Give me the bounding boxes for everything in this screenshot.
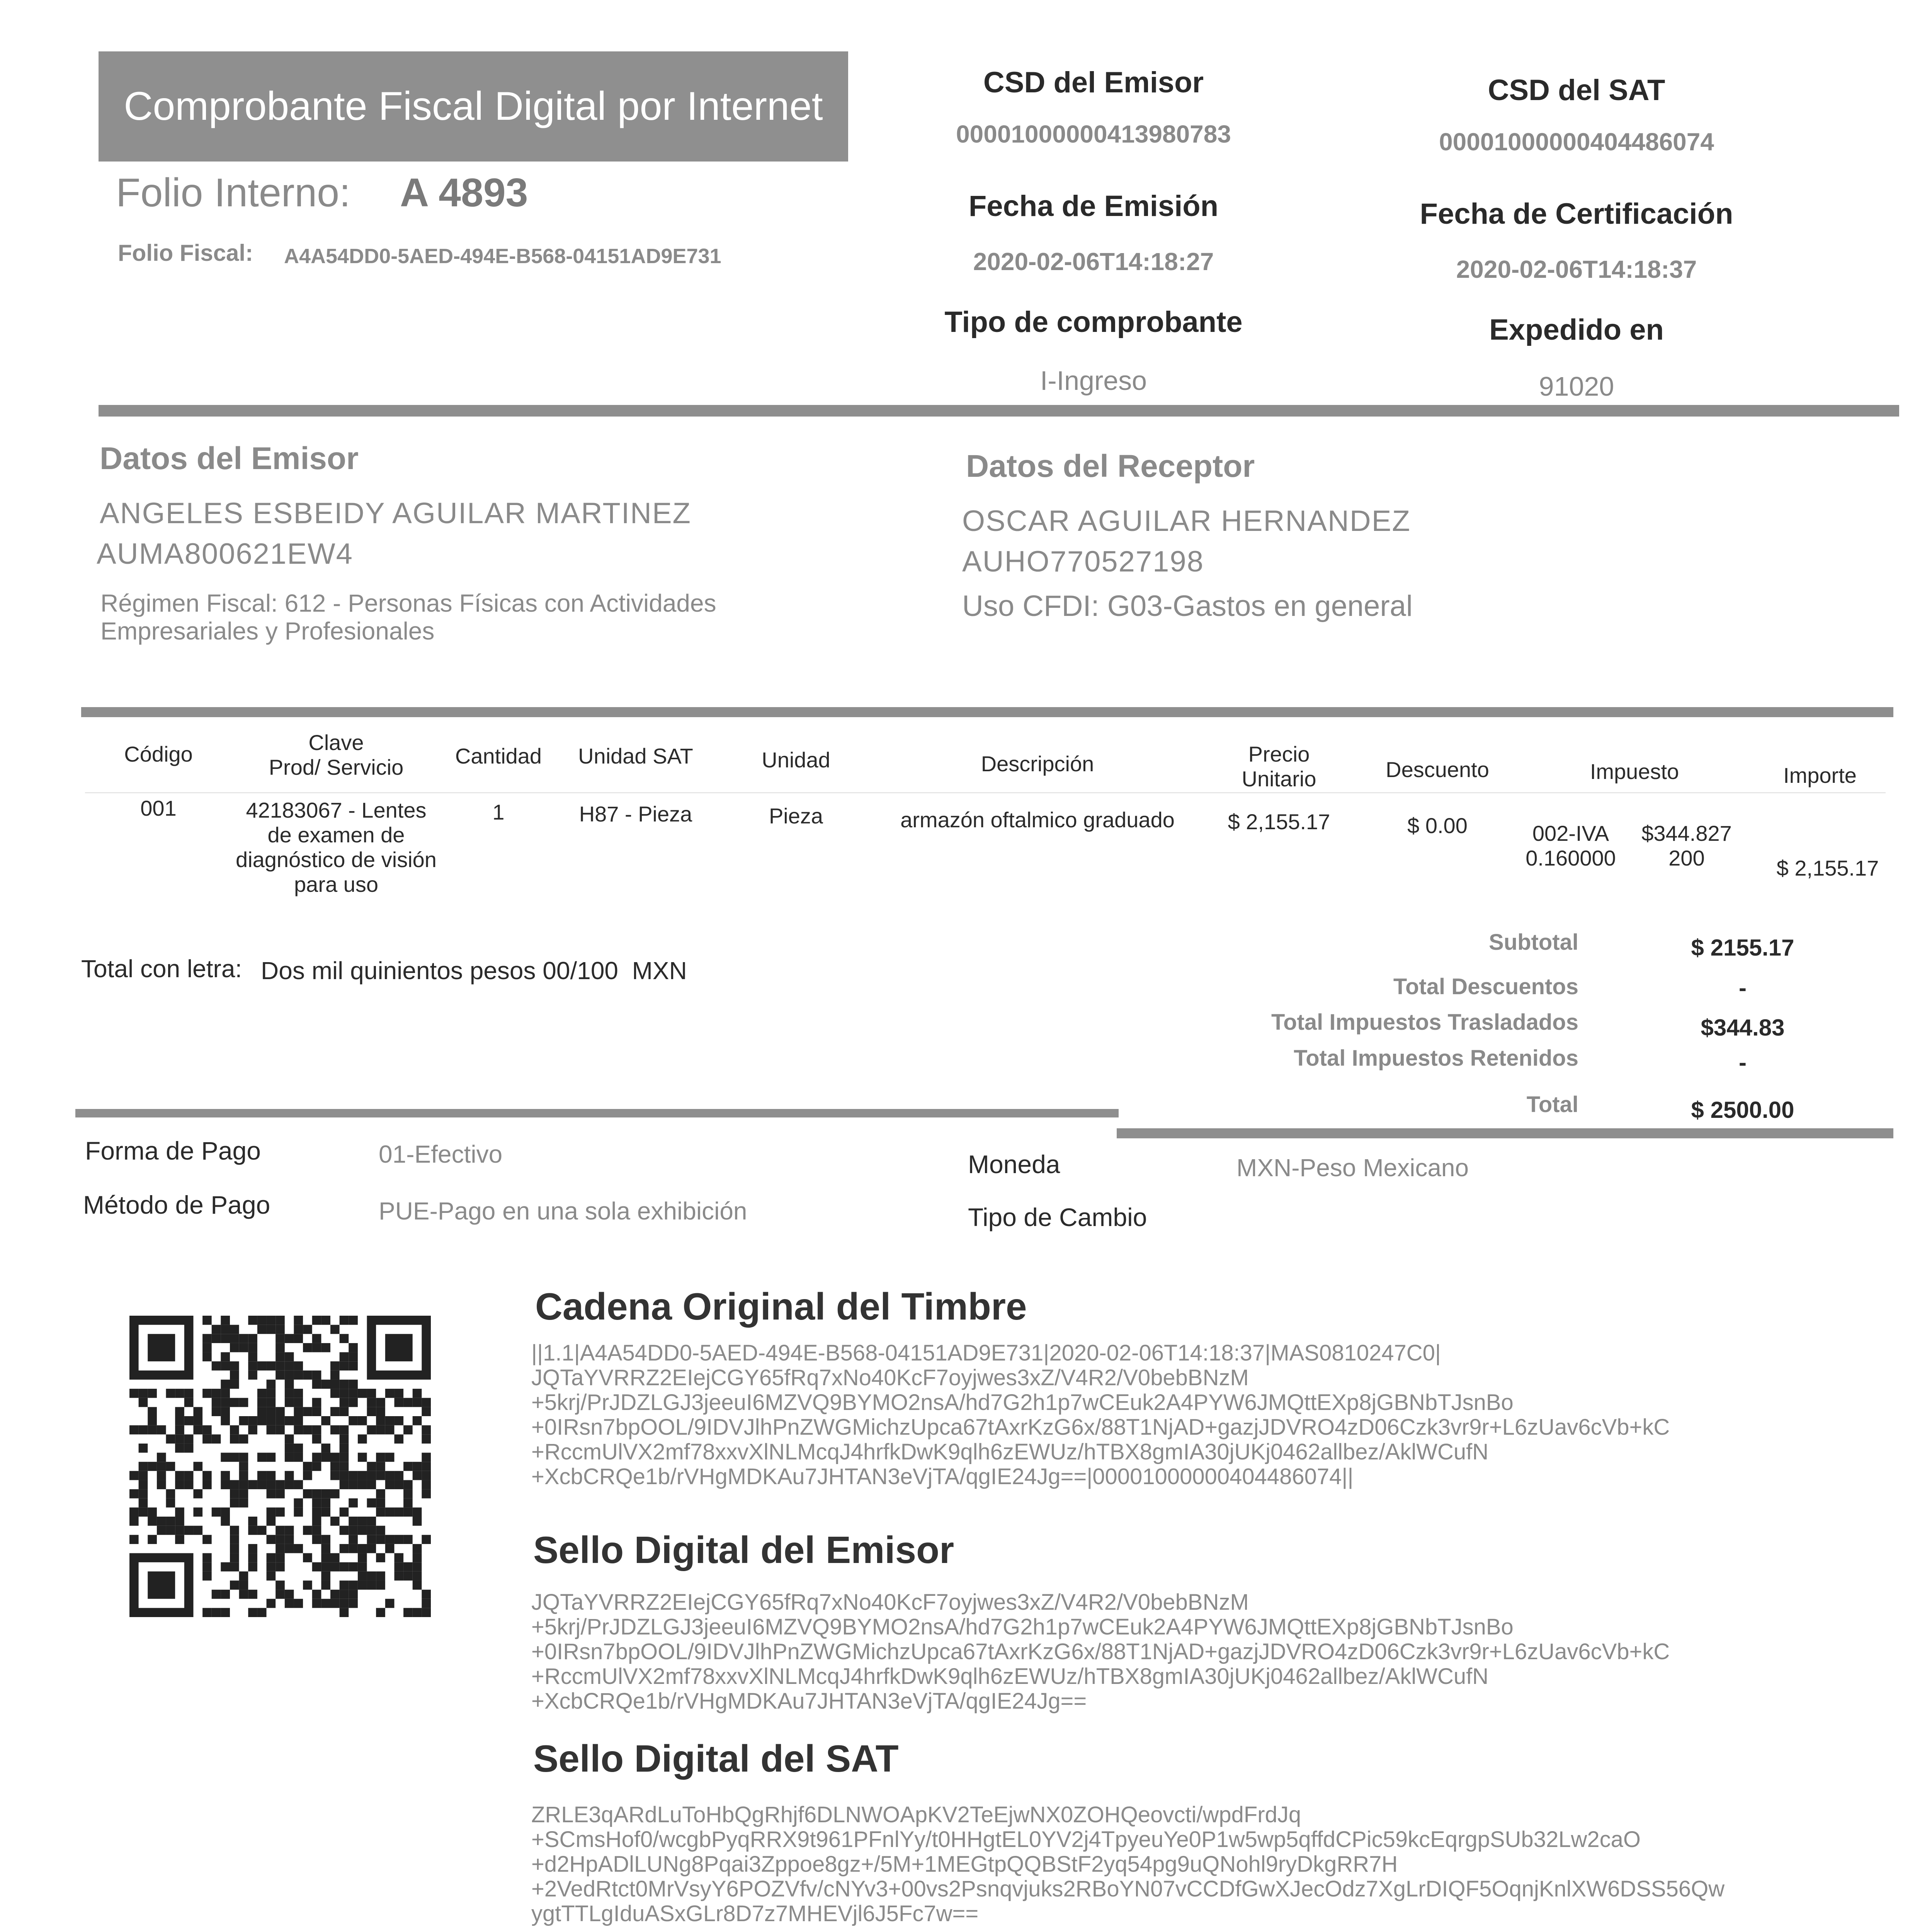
row-clave-line3: diagnóstico de visión	[236, 847, 437, 872]
csd-sat-value: 00001000000404486074	[1439, 128, 1714, 156]
col-codigo: Código	[124, 742, 193, 766]
cadena-original-title: Cadena Original del Timbre	[535, 1285, 1027, 1328]
totals-divider-left	[75, 1109, 1119, 1117]
total-trasladados-label: Total Impuestos Trasladados	[1271, 1010, 1578, 1035]
moneda-value: MXN-Peso Mexicano	[1236, 1154, 1469, 1182]
items-top-divider	[81, 707, 1893, 717]
total-con-letra-label: Total con letra:	[81, 955, 242, 983]
col-precio-line1: Precio	[1248, 742, 1310, 766]
col-unidad: Unidad	[762, 748, 830, 772]
sello-emisor-text: JQTaYVRRZ2EIejCGY65fRq7xNo40KcF7oyjwes3xZ/V4R2/V0bebBNzM +5krj/PrJDZLGJ3jeeuI6MZVQ9BYMO2nsA/hd7G2h1p7wCEuk2A4PYW6JMQttEXp8jGBNbTJsnBo +0IRsn7bpOOL/9IDVJlhPnZWGMichzUpca67tAxrKzG6x/88T1NjAD+gazjJDVRO4zD06Czk3vr9r+L6zUav6cVb+kC +RccmUlVX2mf78xxvXlNLMcqJ4hrfkDwK9qlh6zEWUz/hTBX8gmIA30jUKj0462allbez/AklWCufN +XcbCRQe1b/rVHgMDKAu7JHTAN3eVjTA/qgIE24Jg==	[531, 1590, 1670, 1714]
row-clave-line4: para uso	[294, 872, 378, 896]
qr-code	[129, 1316, 431, 1617]
receptor-uso-cfdi: Uso CFDI: G03-Gastos en general	[962, 590, 1413, 622]
row-clave-line1: 42183067 - Lentes	[246, 798, 427, 822]
total-label: Total	[1526, 1092, 1578, 1117]
col-importe: Importe	[1783, 763, 1857, 787]
row-precio: $ 2,155.17	[1228, 810, 1330, 834]
csd-sat-label: CSD del SAT	[1488, 74, 1665, 107]
row-unidad: Pieza	[769, 804, 823, 828]
emisor-section-title: Datos del Emisor	[100, 441, 359, 476]
col-impuesto: Impuesto	[1590, 759, 1679, 784]
tipo-cambio-label: Tipo de Cambio	[968, 1203, 1147, 1231]
total-con-letra-value: Dos mil quinientos pesos 00/100 MXN	[261, 957, 687, 985]
col-descuento: Descuento	[1386, 757, 1489, 782]
row-clave-line2: de examen de	[267, 823, 405, 847]
expedido-en-value: 91020	[1539, 371, 1614, 401]
row-unidad-sat: H87 - Pieza	[579, 802, 692, 826]
header-row-rule	[85, 792, 1886, 793]
total-retenidos-value: -	[1739, 1049, 1747, 1075]
row-descripcion: armazón oftalmico graduado	[900, 808, 1175, 832]
emisor-name: ANGELES ESBEIDY AGUILAR MARTINEZ	[100, 497, 691, 530]
total-value: $ 2500.00	[1691, 1097, 1794, 1123]
tipo-comprobante-label: Tipo de comprobante	[944, 306, 1243, 338]
fecha-certificacion-label: Fecha de Certificación	[1420, 197, 1733, 230]
receptor-section-title: Datos del Receptor	[966, 449, 1255, 484]
totals-divider-right	[1117, 1128, 1893, 1138]
total-trasladados-value: $344.83	[1701, 1015, 1785, 1041]
row-importe: $ 2,155.17	[1776, 856, 1879, 880]
row-impuesto-tasa: 0.160000	[1526, 846, 1616, 870]
folio-interno-label: Folio Interno:	[116, 170, 350, 215]
fecha-emision-label: Fecha de Emisión	[968, 190, 1219, 223]
moneda-label: Moneda	[968, 1150, 1060, 1179]
total-retenidos-label: Total Impuestos Retenidos	[1294, 1046, 1578, 1071]
folio-interno-value: A 4893	[400, 170, 528, 215]
sello-emisor-title: Sello Digital del Emisor	[533, 1529, 954, 1571]
col-cantidad: Cantidad	[455, 744, 542, 768]
emisor-regimen-line2: Empresariales y Profesionales	[100, 617, 435, 645]
col-clave-line2: Prod/ Servicio	[269, 755, 404, 779]
subtotal-value: $ 2155.17	[1691, 935, 1794, 961]
csd-emisor-value: 00001000000413980783	[956, 120, 1231, 148]
col-precio-line2: Unitario	[1242, 767, 1316, 791]
col-unidad-sat: Unidad SAT	[578, 744, 693, 768]
col-descripcion: Descripción	[981, 752, 1094, 776]
cadena-original-text: ||1.1|A4A54DD0-5AED-494E-B568-04151AD9E731|2020-02-06T14:18:37|MAS0810247C0| JQTaYVRRZ2EIejCGY65fRq7xNo40KcF7oyjwes3xZ/V4R2/V0bebBNzM +5krj/PrJDZLGJ3jeeuI6MZVQ9BYMO2nsA/hd7G2h1p7wCEuk2A4PYW6JMQttEXp8jGBNbTJsnBo +0IRsn7bpOOL/9IDVJlhPnZWGMichzUpca67tAxrKzG6x/88T1NjAD+gazjJDVRO4zD06Czk3vr9r+L6zUav6cVb+kC +RccmUlVX2mf78xxvXlNLMcqJ4hrfkDwK9qlh6zEWUz/hTBX8gmIA30jUKj0462allbez/AklWCufN +XcbCRQe1b/rVHgMDKAu7JHTAN3eVjTA/qgIE24Jg==|00001000000404486074||	[531, 1340, 1670, 1489]
forma-pago-label: Forma de Pago	[85, 1136, 261, 1165]
expedido-en-label: Expedido en	[1489, 313, 1664, 346]
col-clave-line1: Clave	[308, 730, 364, 755]
folio-fiscal-label: Folio Fiscal:	[118, 240, 253, 266]
row-impuesto-monto-line2: 200	[1668, 846, 1705, 870]
sello-sat-text: ZRLE3qARdLuToHbQgRhjf6DLNWOApKV2TeEjwNX0ZOHQeovcti/wpdFrdJq +SCmsHof0/wcgbPyqRRX9t961PFnlYy/t0HHgtEL0YV2j4TpyeuYe0P1w5wp5qffdCPic59kcEqrgpSUb32Lw2caO +d2HpADlLUNg8Pqai3Zppoe8gz+/5M+1MEGtpQQBStF2yq54pg9uQNohl9ryDkgRR7H +2VedRtct0MrVsyY6POZVfv/cNYv3+00vs2Psnqvjuks2RBoYN07vCCDfGwXJecOdz7XgLrDIQF5OqnjKnlXW6DSS56Qw ygtTTLgIduASxGLr8D7z7MHEVjl6J5Fc7w==	[531, 1802, 1725, 1926]
emisor-regimen-line1: Régimen Fiscal: 612 - Personas Físicas con Actividades	[100, 589, 716, 617]
receptor-rfc: AUHO770527198	[962, 545, 1204, 578]
receptor-name: OSCAR AGUILAR HERNANDEZ	[962, 505, 1411, 537]
row-descuento: $ 0.00	[1407, 813, 1468, 838]
header-divider	[99, 405, 1899, 417]
metodo-pago-label: Método de Pago	[83, 1190, 270, 1219]
tipo-comprobante-value: I-Ingreso	[1040, 366, 1147, 396]
metodo-pago-value: PUE-Pago en una sola exhibición	[379, 1197, 747, 1225]
row-cantidad: 1	[492, 800, 505, 824]
csd-emisor-label: CSD del Emisor	[983, 66, 1204, 99]
row-codigo: 001	[140, 796, 177, 820]
total-descuentos-label: Total Descuentos	[1393, 974, 1578, 999]
subtotal-label: Subtotal	[1489, 930, 1578, 955]
forma-pago-value: 01-Efectivo	[379, 1140, 503, 1168]
emisor-rfc: AUMA800621EW4	[97, 537, 353, 570]
row-impuesto-monto-line1: $344.827	[1641, 821, 1732, 845]
total-descuentos-value: -	[1739, 975, 1747, 1001]
sello-sat-title: Sello Digital del SAT	[533, 1737, 899, 1780]
folio-fiscal-value: A4A54DD0-5AED-494E-B568-04151AD9E731	[284, 245, 721, 268]
row-impuesto-tipo: 002-IVA	[1532, 821, 1609, 845]
document-title: Comprobante Fiscal Digital por Internet	[99, 51, 848, 162]
fecha-emision-value: 2020-02-06T14:18:27	[973, 248, 1214, 276]
fecha-certificacion-value: 2020-02-06T14:18:37	[1456, 255, 1697, 283]
